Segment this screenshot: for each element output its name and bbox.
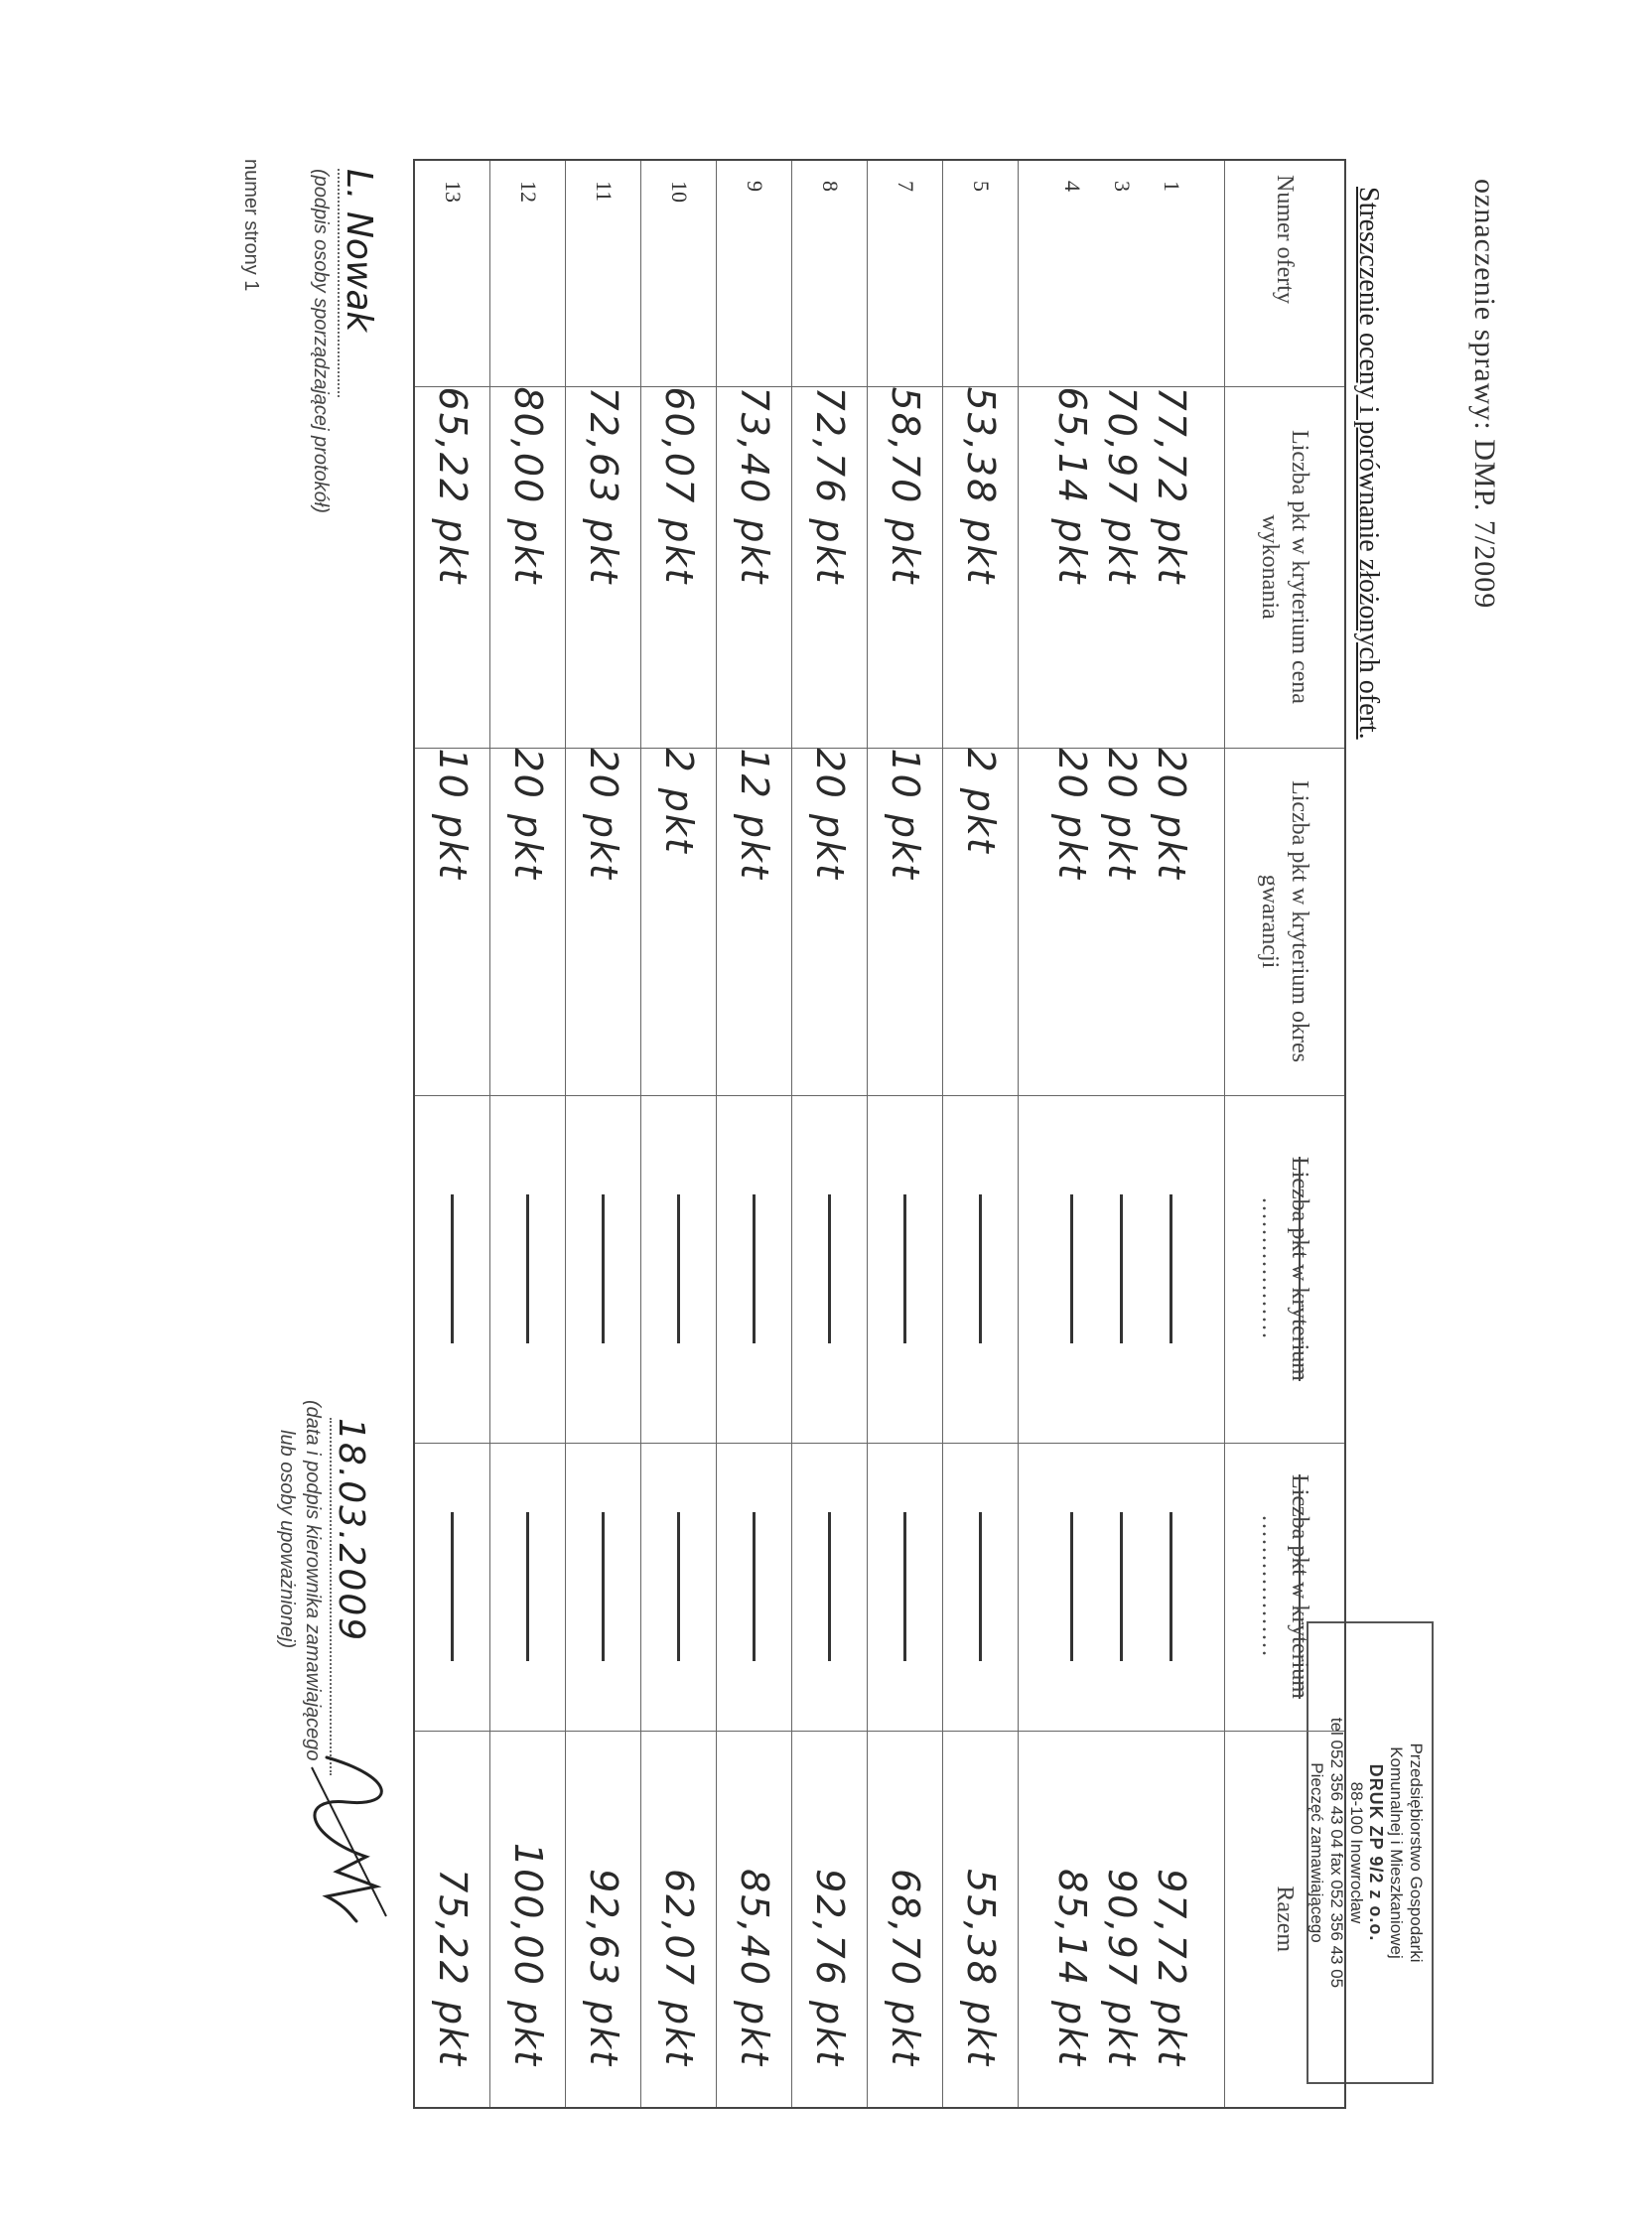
total-points: 97,72 pkt <box>1149 1869 1193 2067</box>
offer-number: 11 <box>566 160 641 386</box>
empty-dash <box>979 1512 982 1661</box>
offer-number: 12 <box>490 160 566 386</box>
price-points: 72,76 pkt <box>792 386 868 748</box>
criterion-4-cell <box>641 1443 717 1731</box>
header-offer-number: Numer oferty <box>1225 160 1346 386</box>
criterion-3-cell <box>566 1095 641 1443</box>
total-points-cell <box>1019 1731 1225 2108</box>
signature-dotted-line <box>338 169 340 397</box>
empty-dash <box>602 1194 605 1343</box>
price-points: 65,14 pkt <box>1049 386 1094 586</box>
empty-dash <box>526 1512 529 1661</box>
header-criterion-4-dots: .................. <box>1257 1515 1283 1658</box>
table-caption: Streszczenie oceny i porównanie złożonych ofert. <box>1353 187 1384 740</box>
price-points: 73,40 pkt <box>717 386 792 748</box>
price-points: 77,72 pkt <box>1149 386 1193 586</box>
empty-dash <box>903 1512 906 1661</box>
empty-dash <box>903 1194 906 1343</box>
header-warranty: Liczba pkt w kryterium okres gwarancji <box>1225 748 1346 1095</box>
empty-dash <box>979 1194 982 1343</box>
stamp-line-6: Pieczęć zamawiającego <box>1308 1762 1326 1943</box>
table-header-row <box>1225 160 1346 2108</box>
preparer-signature: L. Nowak <box>339 169 379 333</box>
table-row <box>792 160 868 2108</box>
empty-dash <box>828 1194 831 1343</box>
warranty-points: 12 pkt <box>717 748 792 1095</box>
table-row <box>641 160 717 2108</box>
price-points: 70,97 pkt <box>1099 386 1144 586</box>
empty-dash <box>1120 1194 1123 1343</box>
approval-date: 18.03.2009 <box>331 1418 371 1643</box>
warranty-points-cell <box>1019 748 1225 1095</box>
criterion-3-cell <box>490 1095 566 1443</box>
warranty-points: 2 pkt <box>943 748 1019 1095</box>
offer-number: 3 <box>1109 181 1135 192</box>
offers-comparison-table <box>413 159 1346 2109</box>
stamp-line-3: DRUK ZP 9/2 z o.o. <box>1366 1763 1386 1942</box>
price-points: 58,70 pkt <box>868 386 943 748</box>
empty-dash <box>1170 1512 1172 1661</box>
preparer-signature-caption: (podpis osoby sporządzającej protokół) <box>310 169 332 513</box>
stamp-line-2: Komunalnej i Mieszkaniowej <box>1387 1746 1406 1959</box>
header-criterion-4 <box>1225 1443 1346 1731</box>
header-total: Razem <box>1225 1731 1346 2108</box>
empty-dash <box>451 1194 454 1343</box>
header-price: Liczba pkt w kryterium cena wykonania <box>1225 386 1346 748</box>
warranty-points: 20 pkt <box>490 748 566 1095</box>
offer-number: 8 <box>792 160 868 386</box>
warranty-points: 20 pkt <box>1149 748 1193 881</box>
header-criterion-3 <box>1225 1095 1346 1443</box>
offer-number: 1 <box>1159 181 1184 192</box>
warranty-points: 10 pkt <box>414 748 490 1095</box>
total-points: 92,76 pkt <box>792 1731 868 2108</box>
stamp-line-1: Przedsiębiorstwo Gospodarki <box>1407 1743 1426 1963</box>
criterion-4-cell <box>566 1443 641 1731</box>
approver-signature-caption-continued: lub osoby upoważnionej) <box>276 1430 298 1649</box>
empty-dash <box>1170 1194 1172 1343</box>
empty-dash <box>451 1512 454 1661</box>
header-criterion-4-label: Liczba pkt w kryterium <box>1287 1474 1312 1699</box>
case-number: oznaczenie sprawy: DMP. 7/2009 <box>1468 179 1501 610</box>
warranty-points: 20 pkt <box>1099 748 1144 881</box>
offer-number: 10 <box>641 160 717 386</box>
criterion-4-cell <box>792 1443 868 1731</box>
criterion-4-cell <box>1019 1443 1225 1731</box>
table-row <box>490 160 566 2108</box>
criterion-3-cell <box>717 1095 792 1443</box>
offer-number: 5 <box>943 160 1019 386</box>
criterion-3-cell <box>414 1095 490 1443</box>
approver-signature-caption: (data i podpis kierownika zamawiającego <box>302 1400 324 1761</box>
criterion-4-cell <box>868 1443 943 1731</box>
warranty-points: 20 pkt <box>566 748 641 1095</box>
total-points: 68,70 pkt <box>868 1731 943 2108</box>
empty-dash <box>753 1194 756 1343</box>
warranty-points: 20 pkt <box>792 748 868 1095</box>
page-number: numer strony 1 <box>240 159 262 292</box>
table-row <box>414 160 490 2108</box>
warranty-points: 2 pkt <box>641 748 717 1095</box>
total-points: 62,07 pkt <box>641 1731 717 2108</box>
table-row <box>717 160 792 2108</box>
table-row <box>943 160 1019 2108</box>
criterion-4-cell <box>414 1443 490 1731</box>
offer-number: 9 <box>717 160 792 386</box>
criterion-3-cell <box>792 1095 868 1443</box>
empty-dash <box>828 1512 831 1661</box>
table-row <box>868 160 943 2108</box>
total-points: 85,40 pkt <box>717 1731 792 2108</box>
criterion-4-cell <box>943 1443 1019 1731</box>
empty-dash <box>526 1194 529 1343</box>
criterion-3-cell <box>943 1095 1019 1443</box>
warranty-points: 20 pkt <box>1049 748 1094 881</box>
criterion-3-cell <box>641 1095 717 1443</box>
handwritten-signature-icon <box>297 1747 406 1926</box>
empty-dash <box>1070 1194 1073 1343</box>
offer-number-cell <box>1019 160 1225 386</box>
table-row <box>1019 160 1225 2108</box>
warranty-points: 10 pkt <box>868 748 943 1095</box>
stamp-line-4: 88-100 Inowrocław <box>1347 1781 1366 1924</box>
stamp-line-5: tel 052 356 43 04 fax 052 356 43 05 <box>1327 1717 1346 1989</box>
criterion-4-cell <box>490 1443 566 1731</box>
price-points: 80,00 pkt <box>490 386 566 748</box>
signature-dotted-line <box>330 1418 332 1775</box>
offer-number: 7 <box>868 160 943 386</box>
table-row <box>566 160 641 2108</box>
total-points: 75,22 pkt <box>414 1731 490 2108</box>
empty-dash <box>602 1512 605 1661</box>
total-points: 55,38 pkt <box>943 1731 1019 2108</box>
price-points-cell <box>1019 386 1225 748</box>
criterion-4-cell <box>717 1443 792 1731</box>
empty-dash <box>1070 1512 1073 1661</box>
price-points: 72,63 pkt <box>566 386 641 748</box>
criterion-3-cell <box>868 1095 943 1443</box>
empty-dash <box>677 1512 680 1661</box>
empty-dash <box>677 1194 680 1343</box>
offer-number: 13 <box>414 160 490 386</box>
price-points: 53,38 pkt <box>943 386 1019 748</box>
header-criterion-3-label: Liczba pkt w kryterium <box>1287 1157 1312 1381</box>
total-points: 100,00 pkt <box>490 1731 566 2108</box>
price-points: 65,22 pkt <box>414 386 490 748</box>
total-points: 92,63 pkt <box>566 1731 641 2108</box>
criterion-3-cell <box>1019 1095 1225 1443</box>
total-points: 85,14 pkt <box>1049 1869 1094 2067</box>
offer-number: 4 <box>1059 181 1085 192</box>
price-points: 60,07 pkt <box>641 386 717 748</box>
empty-dash <box>1120 1512 1123 1661</box>
total-points: 90,97 pkt <box>1099 1869 1144 2067</box>
empty-dash <box>753 1512 756 1661</box>
header-criterion-3-dots: .................. <box>1257 1197 1283 1340</box>
